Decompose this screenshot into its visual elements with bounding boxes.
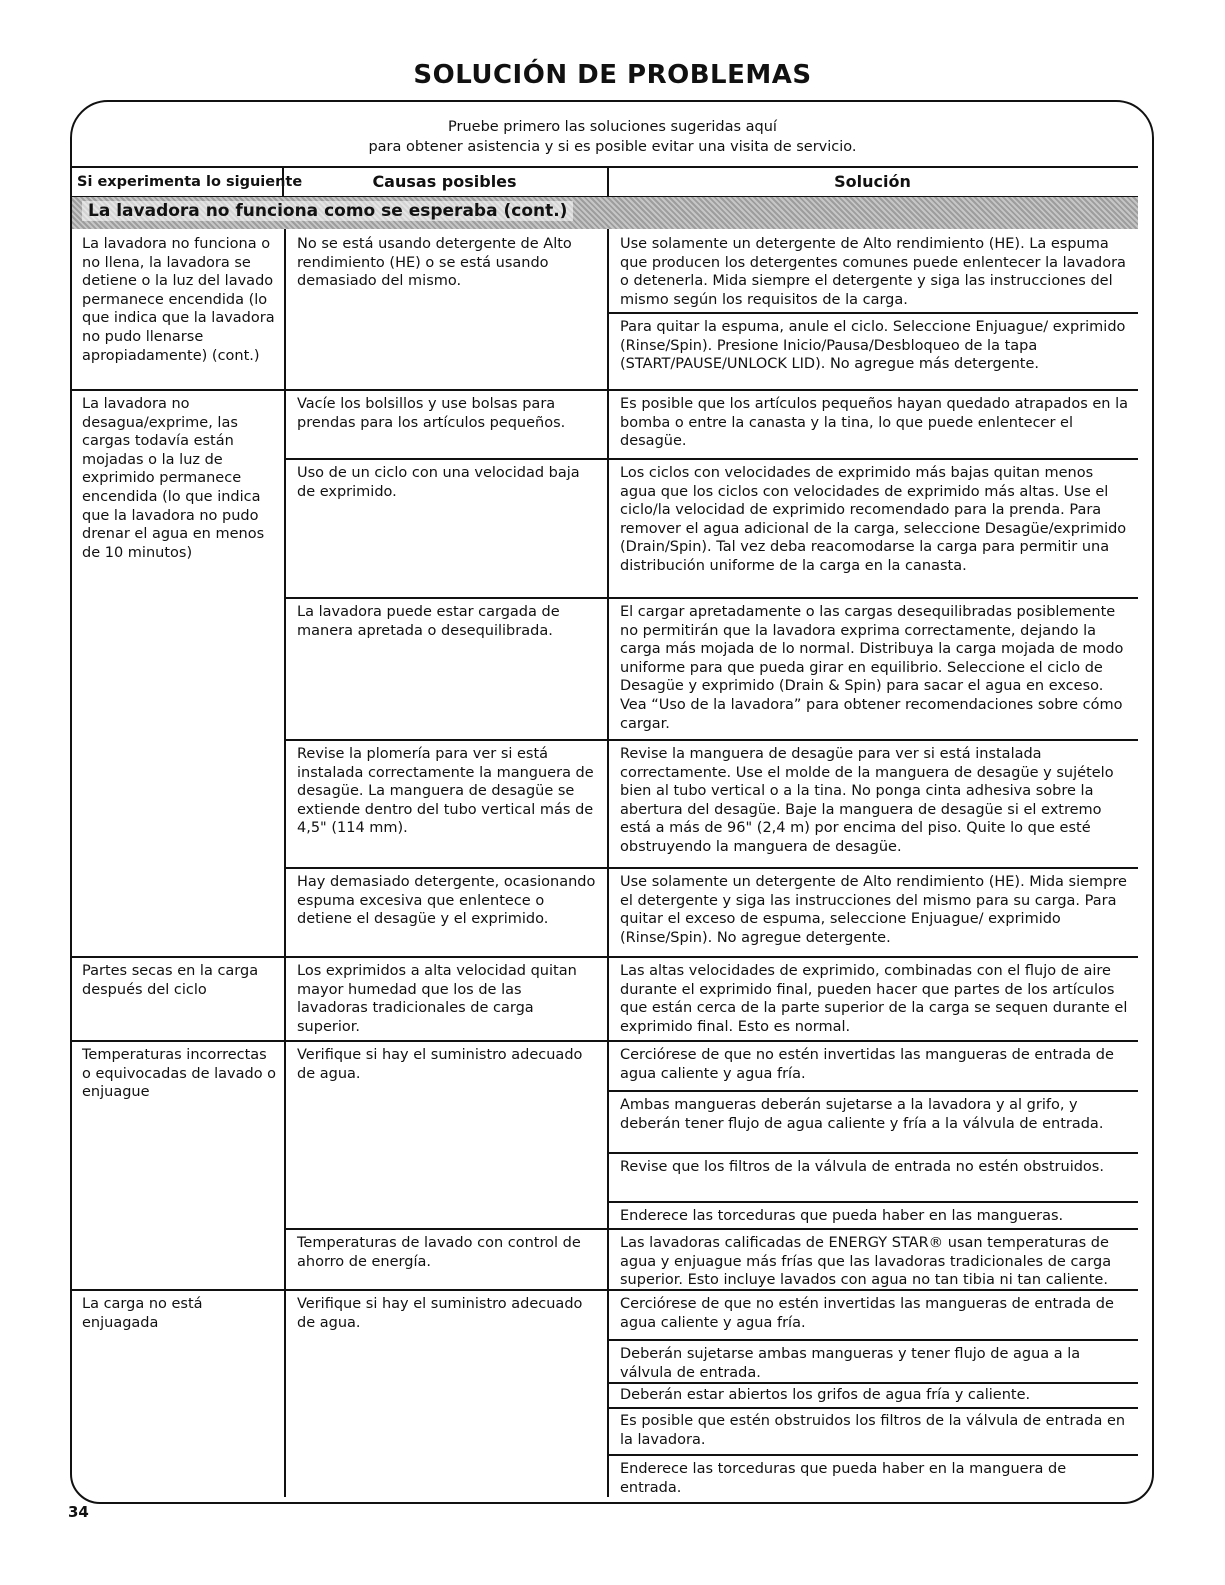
header-solution: Solución xyxy=(834,172,911,191)
solution-cell: Para quitar la espuma, anule el ciclo. Seleccione Enjuague/ exprimido (Rinse/Spin). Presione Inicio/Pausa/Desbloqueo de la tapa (START/PAUSE/UNLOCK LID). No agregue más detergente. xyxy=(620,319,1126,373)
solution-separator xyxy=(607,1339,1138,1341)
section-title: La lavadora no funciona como se esperaba (cont.) xyxy=(82,201,573,221)
cause-cell: Verifique si hay el suministro adecuado de agua. xyxy=(297,1296,583,1331)
solution-separator xyxy=(607,1090,1138,1092)
header-causes: Causas posibles xyxy=(372,172,517,191)
solution-separator xyxy=(607,1201,1138,1203)
problem-cell: Partes secas en la carga después del ciclo xyxy=(82,963,259,998)
cause-cell: Verifique si hay el suministro adecuado de agua. xyxy=(297,1047,583,1082)
solution-cell: Cerciórese de que no estén invertidas las mangueras de entrada de agua caliente y agua fría. xyxy=(620,1047,1114,1082)
solution-cell: Las lavadoras calificadas de ENERGY STAR® usan temperaturas de agua y enjuague más frías que las lavadoras tradicionales de carga superior. Esto incluye lavados con agua no tan tibia ni tan caliente. xyxy=(620,1235,1112,1289)
row-separator xyxy=(72,389,1138,391)
cause-separator xyxy=(284,458,1138,460)
solution-cell: Ambas mangueras deberán sujetarse a la lavadora y al grifo, y deberán tener flujo de agua caliente y fría a la válvula de entrada. xyxy=(620,1097,1104,1132)
column-divider-1 xyxy=(284,229,286,1497)
solution-separator xyxy=(607,1454,1138,1456)
solution-separator xyxy=(607,1407,1138,1409)
page-number: 34 xyxy=(68,1503,89,1521)
cause-cell: No se está usando detergente de Alto rendimiento (HE) o se está usando demasiado del mismo. xyxy=(297,236,572,290)
column-divider-2 xyxy=(607,229,609,1497)
cause-cell: Temperaturas de lavado con control de ahorro de energía. xyxy=(297,1235,581,1270)
cause-cell: Los exprimidos a alta velocidad quitan mayor humedad que los de las lavadoras tradicionales de carga superior. xyxy=(297,963,577,1035)
solution-cell: Deberán estar abiertos los grifos de agua fría y caliente. xyxy=(620,1387,1031,1403)
intro-line-2: para obtener asistencia y si es posible evitar una visita de servicio. xyxy=(368,139,857,155)
solution-cell: Deberán sujetarse ambas mangueras y tener flujo de agua a la válvula de entrada. xyxy=(620,1346,1081,1381)
problem-cell: Temperaturas incorrectas o equivocadas de lavado o enjuague xyxy=(82,1047,277,1101)
page-title: SOLUCIÓN DE PROBLEMAS xyxy=(413,60,812,90)
problem-cell: La lavadora no funciona o no llena, la lavadora se detiene o la luz del lavado permanece encendida (lo que indica que la lavadora no pudo llenarse apropiadamente) (cont.) xyxy=(82,236,275,364)
intro-line-1: Pruebe primero las soluciones sugeridas aquí xyxy=(448,119,777,135)
solution-cell: Use solamente un detergente de Alto rendimiento (HE). La espuma que producen los detergentes comunes puede enlentecer la lavadora o detenerla. Mida siempre el detergente y siga las instrucciones del mismo según los requisitos de la carga. xyxy=(620,236,1126,308)
solution-cell: Es posible que estén obstruidos los filtros de la válvula de entrada en la lavadora. xyxy=(620,1413,1126,1448)
cause-separator xyxy=(284,739,1138,741)
problem-cell: La lavadora no desagua/exprime, las cargas todavía están mojadas o la luz de exprimido permanece encendida (lo que indica que la lavadora no pudo drenar el agua en menos de 10 minutos) xyxy=(82,396,265,561)
solution-separator xyxy=(607,1152,1138,1154)
solution-cell: Enderece las torceduras que pueda haber en las mangueras. xyxy=(620,1208,1064,1224)
solution-cell: Enderece las torceduras que pueda haber en la manguera de entrada. xyxy=(620,1461,1067,1496)
solution-cell: Es posible que los artículos pequeños hayan quedado atrapados en la bomba o entre la canasta y la tina, lo que puede enlentecer el desagüe. xyxy=(620,396,1128,450)
solution-cell: Los ciclos con velocidades de exprimido más bajas quitan menos agua que los ciclos con velocidades de exprimido más altas. Use el ciclo/la velocidad de exprimido recomendado para la prenda. Para remover el agua adicional de la carga, seleccione Desagüe/exprimido (Drain/Spin). Tal vez deba reacomodarse la carga para permitir una distribución uniforme de la carga en la canasta. xyxy=(620,465,1127,574)
solution-cell: Las altas velocidades de exprimido, combinadas con el flujo de aire durante el exprimido final, pueden hacer que partes de los artículos que están cerca de la parte superior de la carga se sequen durante el exprimido final. Esto es normal. xyxy=(620,963,1128,1035)
solution-cell: El cargar apretadamente o las cargas desequilibradas posiblemente no permitirán que la lavadora exprima correctamente, dejando la carga más mojada de lo normal. Distribuya la carga mojada de modo uniforme para que pueda girar en equilibrio. Seleccione el ciclo de Desagüe y exprimido (Drain & Spin) para sacar el agua en exceso. Vea “Uso de la lavadora” para obtener recomendaciones sobre cómo cargar. xyxy=(620,604,1124,732)
cause-separator xyxy=(284,867,1138,869)
cause-separator xyxy=(284,597,1138,599)
problem-cell: La carga no está enjuagada xyxy=(82,1296,203,1331)
solution-cell: Use solamente un detergente de Alto rendimiento (HE). Mida siempre el detergente y siga las instrucciones del mismo para su carga. Para quitar el exceso de espuma, seleccione Enjuague/ exprimido (Rinse/Spin). No agregue detergente. xyxy=(620,874,1127,946)
cause-cell: Hay demasiado detergente, ocasionando espuma excesiva que enlentece o detiene el desagüe y el exprimido. xyxy=(297,874,596,928)
solution-separator xyxy=(607,1382,1138,1384)
row-separator xyxy=(72,956,1138,958)
solution-cell: Revise que los filtros de la válvula de entrada no estén obstruidos. xyxy=(620,1159,1104,1175)
header-top-rule xyxy=(72,166,1138,168)
row-separator xyxy=(72,1040,1138,1042)
cause-separator xyxy=(284,1228,1138,1230)
cause-cell: Revise la plomería para ver si está instalada correctamente la manguera de desagüe. La manguera de desagüe se extiende dentro del tubo vertical más de 4,5" (114 mm). xyxy=(297,746,594,837)
solution-separator xyxy=(607,312,1138,314)
solution-cell: Revise la manguera de desagüe para ver si está instalada correctamente. Use el molde de la manguera de desagüe y sujételo bien al tubo vertical o a la tina. No ponga cinta adhesiva sobre la abertura del desagüe. Baje la manguera de desagüe si el extremo está a más de 96" (2,4 m) por encima del piso. Quite lo que esté obstruyendo la manguera de desagüe. xyxy=(620,746,1114,855)
section-band xyxy=(72,197,1138,229)
cause-cell: La lavadora puede estar cargada de manera apretada o desequilibrada. xyxy=(297,604,560,639)
header-problem: Si experimenta lo siguiente xyxy=(77,174,303,190)
cause-cell: Vacíe los bolsillos y use bolsas para prendas para los artículos pequeños. xyxy=(297,396,566,431)
solution-cell: Cerciórese de que no estén invertidas las mangueras de entrada de agua caliente y agua fría. xyxy=(620,1296,1114,1331)
cause-cell: Uso de un ciclo con una velocidad baja de exprimido. xyxy=(297,465,580,500)
